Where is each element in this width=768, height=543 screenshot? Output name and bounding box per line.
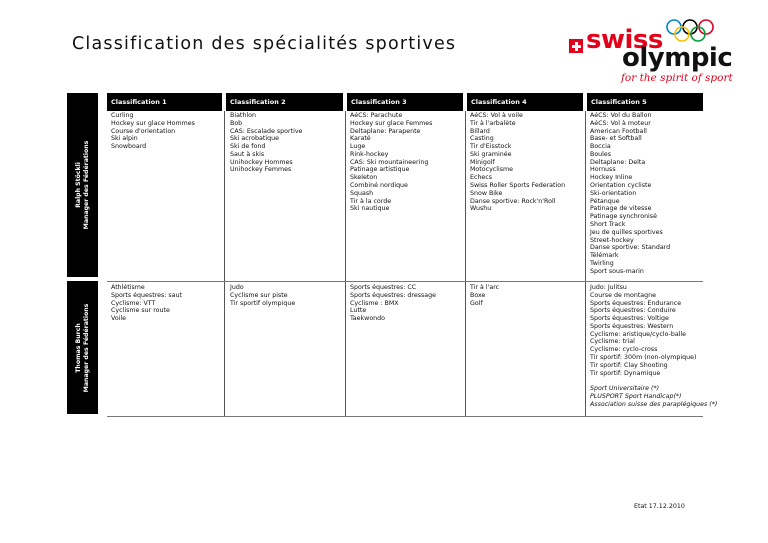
- sport-item: Tir à l'arc: [470, 284, 500, 291]
- sport-item: Snowboard: [111, 143, 147, 151]
- sport-item: Tir sportif: Clay Shooting: [590, 361, 668, 369]
- sport-item: Hockey Inline: [590, 174, 633, 182]
- sport-item: Sport sous-marin: [590, 267, 644, 275]
- sport-item: Sports équestres: Voltige: [590, 315, 669, 323]
- sport-item: Course de montagne: [590, 291, 657, 299]
- table-cell: [350, 284, 436, 323]
- sport-item: AéCS: Vol à voile: [470, 112, 523, 119]
- sport-item: Deltaplane: Delta: [590, 158, 646, 166]
- sport-item: Biathlon: [230, 112, 256, 119]
- sport-item: Ski de fond: [230, 143, 266, 151]
- olympic-rings-icon: [664, 18, 724, 44]
- sport-item: Cyclisme: cyclo-cross: [590, 346, 658, 354]
- sport-item: Cyclisme: aristique/cyclo-balle: [590, 330, 687, 338]
- note-item: PLUSPORT Sport Handicap(*): [590, 392, 682, 400]
- sport-item: Ski acrobatique: [230, 135, 279, 143]
- sport-item: Street-hockey: [590, 236, 634, 244]
- table-cell: [111, 284, 182, 323]
- sport-item: Tir sportif: Dynamique: [590, 369, 661, 377]
- sport-item: Hornuss: [590, 166, 616, 174]
- column-header-3: Classification 3: [347, 93, 463, 111]
- sport-item: Judo: [230, 284, 244, 291]
- sport-item: Boccia: [590, 143, 611, 151]
- sport-item: Golf: [470, 299, 483, 307]
- note-item: Association suisse des paraplégiques (*): [590, 400, 718, 408]
- sport-item: Lutte: [350, 307, 367, 315]
- column-header-5: Classification 5: [587, 93, 703, 111]
- sport-item: Danse sportive: Rock'n'Roll: [470, 197, 556, 205]
- logo-word-olympic: olympic: [622, 43, 733, 73]
- table-cell: [590, 284, 717, 408]
- sport-item: Unihockey Femmes: [230, 166, 292, 174]
- footer-date: [634, 503, 685, 510]
- column-header-1: Classification 1: [107, 93, 222, 111]
- sport-item: Tir à la corde: [350, 197, 392, 205]
- sport-item: Luge: [350, 143, 366, 151]
- swiss-olympic-logo: [566, 18, 733, 88]
- sport-item: Sports équestres: CC: [350, 284, 417, 291]
- manager-name: Ralph Stöckli: [74, 162, 82, 208]
- sport-item: Cyclisme: VTT: [111, 299, 156, 307]
- footer-label: Etat: [634, 503, 647, 510]
- sport-item: Sports équestres: saut: [111, 291, 182, 299]
- sport-item: Deltaplane: Parapente: [350, 127, 421, 135]
- manager-role: Manager des Fédérations: [82, 303, 90, 392]
- footer-date-value: 17.12.2010: [648, 503, 685, 510]
- sport-item: Rink-hockey: [350, 150, 389, 158]
- sport-item: AéCS: Parachute: [350, 112, 403, 119]
- table-cell: [590, 112, 670, 275]
- sport-item: Billard: [470, 127, 490, 135]
- sport-item: Saut à skis: [230, 150, 265, 158]
- sport-item: Unihockey Hommes: [230, 158, 293, 166]
- table-cell: [111, 112, 195, 151]
- sport-item: Base- et Softball: [590, 135, 642, 143]
- manager-name: Thomas Burch: [74, 322, 82, 373]
- sport-item: Patinage de vitesse: [590, 205, 652, 213]
- row-divider: [107, 281, 703, 282]
- sport-item: Bob: [230, 119, 243, 127]
- sport-item: Cyclisme : BMX: [350, 299, 399, 307]
- cell-list: [590, 284, 717, 377]
- sport-item: Sports équestres: Western: [590, 322, 674, 330]
- sport-item: Boules: [590, 150, 612, 158]
- sport-item: Casting: [470, 135, 494, 143]
- sport-item: Voile: [111, 315, 127, 323]
- table-cell: [470, 284, 499, 307]
- logo-tagline: for the spirit of sport: [621, 72, 733, 84]
- sport-item: Patinage synchronisé: [590, 213, 657, 221]
- manager-sidebar-2: [67, 281, 98, 414]
- sport-item: Pétanque: [590, 197, 620, 205]
- column-divider: [224, 111, 225, 417]
- sport-item: CAS: Ski mountaineering: [350, 158, 429, 166]
- sport-item: Twirling: [590, 259, 614, 267]
- sport-item: Danse sportive: Standard: [590, 244, 671, 252]
- notes-list: [590, 385, 717, 408]
- table-cell: [230, 112, 302, 174]
- sport-item: Sports équestres: dressage: [350, 291, 437, 299]
- sport-item: Tir d'Eisstock: [470, 143, 512, 151]
- sport-item: Ski nautique: [350, 205, 390, 213]
- sport-item: Ski alpin: [111, 135, 138, 143]
- sport-item: Cyclisme sur piste: [230, 291, 288, 299]
- sport-item: Skeleton: [350, 174, 378, 182]
- sport-item: Sports équestres: Endurance: [590, 299, 682, 307]
- column-divider: [585, 111, 586, 417]
- sport-item: Karaté: [350, 135, 371, 143]
- sport-item: Taekwondo: [350, 315, 386, 323]
- table-cell: [350, 112, 432, 213]
- sport-item: AéCS: Vol à moteur: [590, 119, 651, 127]
- sport-item: Orientation cycliste: [590, 182, 652, 190]
- sport-item: Wushu: [470, 205, 492, 213]
- sport-item: Patinage artistique: [350, 166, 410, 174]
- sport-item: Minigolf: [470, 158, 495, 166]
- sport-item: Tir sportif olympique: [230, 299, 296, 307]
- logo-word-swiss: swiss: [586, 25, 663, 55]
- sport-item: CAS: Escalade sportive: [230, 127, 303, 135]
- column-header-4: Classification 4: [467, 93, 583, 111]
- sport-item: Athlétisme: [111, 284, 145, 291]
- sport-item: Hockey sur glace Femmes: [350, 119, 433, 127]
- sport-item: Judo: Julitsu: [590, 284, 627, 291]
- sport-item: Combiné nordique: [350, 182, 408, 190]
- sport-item: Hockey sur glace Hommes: [111, 119, 195, 127]
- sport-item: Tir à l'arbalète: [470, 119, 516, 127]
- column-divider: [345, 111, 346, 417]
- sport-item: Boxe: [470, 291, 486, 299]
- sport-item: Tir sportif: 300m (non-olympique): [590, 354, 697, 362]
- sport-item: Ski graminée: [470, 150, 512, 158]
- spacer: [590, 377, 717, 385]
- sport-item: Jeu de quilles sportives: [590, 228, 663, 236]
- sport-item: Snow Bike: [470, 189, 503, 197]
- sport-item: Curling: [111, 112, 134, 119]
- table-cell: [470, 112, 565, 213]
- page-title: Classification des spécialités sportives: [72, 34, 457, 54]
- sport-item: Short Track: [590, 220, 626, 228]
- sport-item: Cyclisme sur route: [111, 307, 170, 315]
- sport-item: Sports équestres: Conduire: [590, 307, 676, 315]
- row-divider: [107, 416, 703, 417]
- manager-sidebar-1: [67, 93, 98, 277]
- sport-item: Ski-orientation: [590, 189, 637, 197]
- sport-item: Squash: [350, 189, 374, 197]
- swiss-cross-icon: [569, 39, 583, 53]
- manager-role: Manager des Fédérations: [82, 140, 90, 230]
- note-item: Sport Universitaire (*): [590, 385, 660, 393]
- sport-item: AéCS: Vol du Ballon: [590, 112, 652, 119]
- sport-item: Télémark: [590, 252, 619, 260]
- sport-item: Motocyclisme: [470, 166, 514, 174]
- sport-item: Course d'orientation: [111, 127, 176, 135]
- sport-item: Swiss Roller Sports Federation: [470, 182, 566, 190]
- column-header-2: Classification 2: [226, 93, 343, 111]
- sport-item: American Football: [590, 127, 647, 135]
- sport-item: Cyclisme: trial: [590, 338, 635, 346]
- sport-item: Echecs: [470, 174, 493, 182]
- column-divider: [465, 111, 466, 417]
- table-cell: [230, 284, 295, 307]
